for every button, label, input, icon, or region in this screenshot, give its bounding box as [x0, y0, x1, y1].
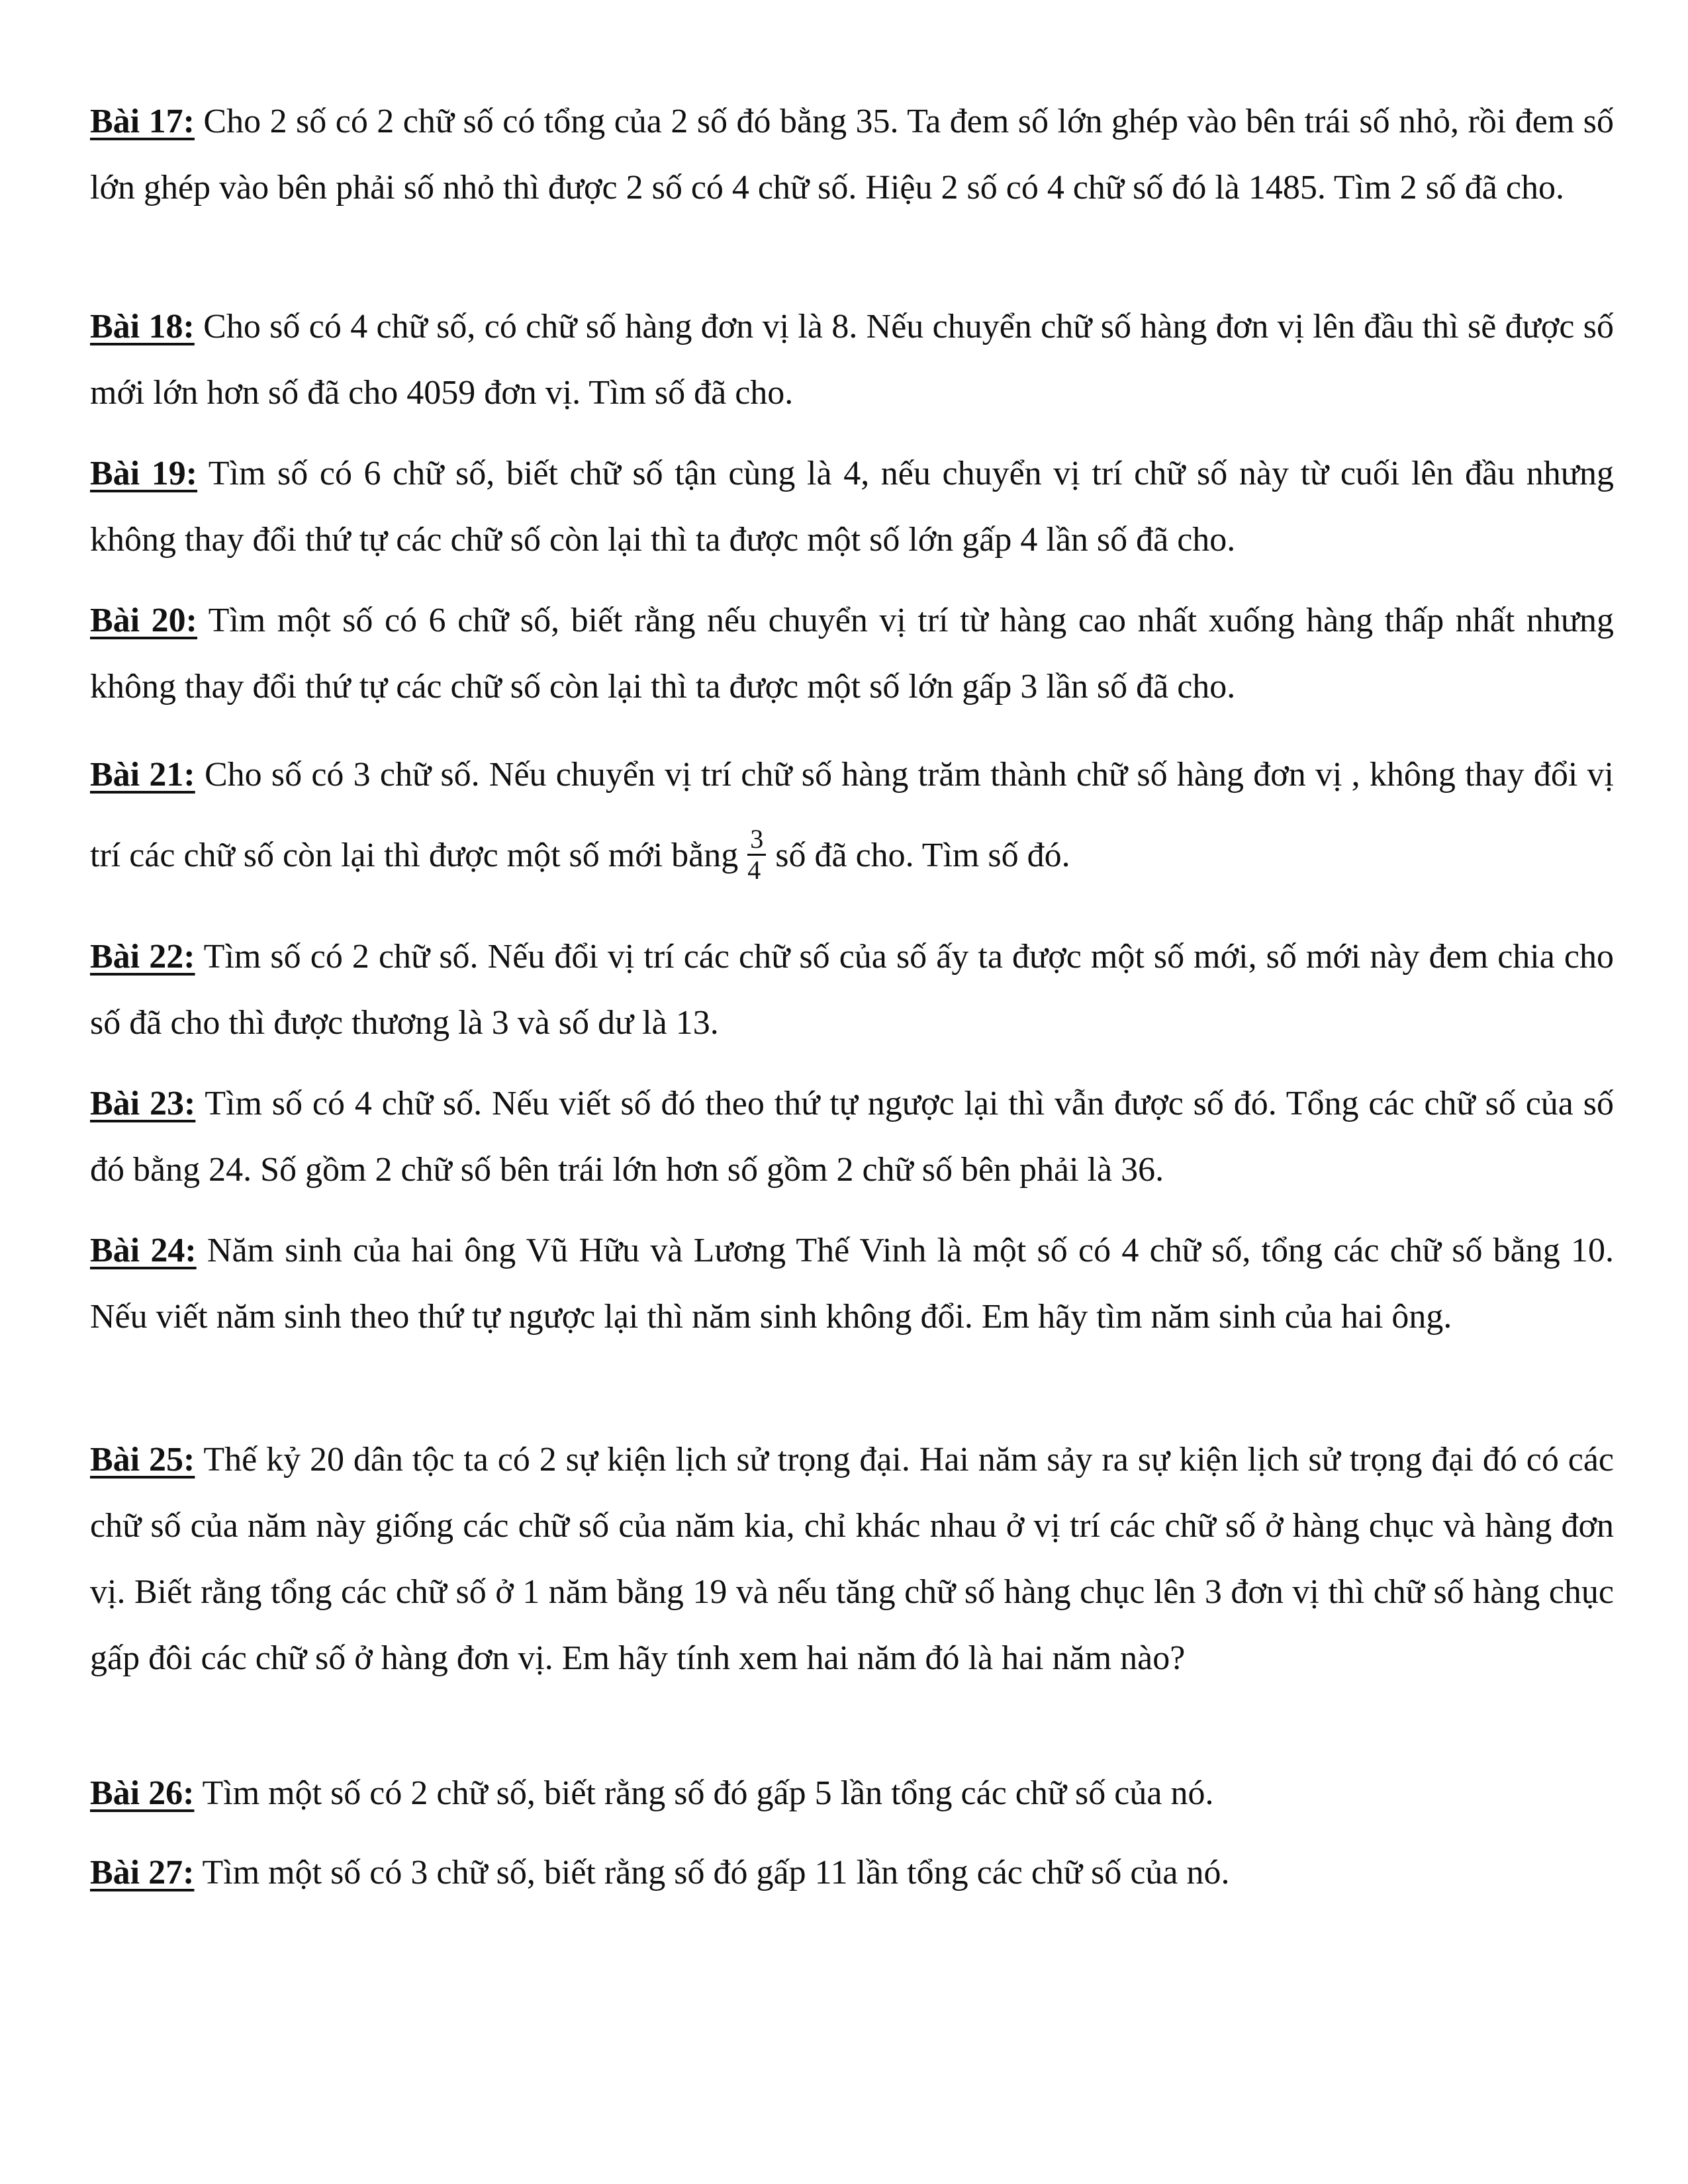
exercise-18 [90, 294, 1614, 426]
exercise-21 [90, 735, 1614, 896]
exercise-text: Cho 2 số có 2 chữ số có tổng của 2 số đó bằng 35. Ta đem số lớn ghép vào bên trái số nhỏ, rồi đem số lớn ghép vào bên phải số nhỏ thì được 2 số có 4 chữ số. Hiệu 2 số có 4 chữ số đó là 1485. Tìm 2 số đã cho. [90, 103, 1615, 206]
exercise-label: Bài 18: [90, 308, 195, 345]
exercise-text: Năm sinh của hai ông Vũ Hữu và Lương Thế Vinh là một số có 4 chữ số, tổng các chữ số bằng 10. Nếu viết năm sinh theo thứ tự ngược lại thì năm sinh không đổi. Em hãy tìm năm sinh của hai ông. [90, 1232, 1614, 1336]
exercise-label: Bài 23: [90, 1085, 196, 1122]
exercise-label: Bài 20: [90, 602, 197, 639]
exercise-text: Tìm một số có 6 chữ số, biết rằng nếu chuyển vị trí từ hàng cao nhất xuống hàng thấp nhất nhưng không thay đổi thứ tự các chữ số còn lại thì ta được một số lớn gấp 3 lần số đã cho. [90, 602, 1614, 705]
fraction-denominator: 4 [747, 854, 761, 885]
exercise-text: Tìm số có 4 chữ số. Nếu viết số đó theo thứ tự ngược lại thì vẫn được số đó. Tổng các chữ số của số đó bằng 24. Số gồm 2 chữ số bên trái lớn hơn số gồm 2 chữ số bên phải là 36. [90, 1085, 1614, 1189]
exercise-label: Bài 27: [90, 1854, 195, 1891]
exercise-label: Bài 19: [90, 455, 198, 492]
exercise-text: Cho số có 3 chữ số. Nếu chuyển vị trí chữ số hàng trăm thành chữ số hàng đơn vị , không thay đổi vị trí các chữ số còn lại thì được một số mới bằng [90, 756, 1615, 874]
exercise-19 [90, 441, 1614, 573]
exercise-text: Cho số có 4 chữ số, có chữ số hàng đơn vị là 8. Nếu chuyển chữ số hàng đơn vị lên đầu thì sẽ được số mới lớn hơn số đã cho 4059 đơn vị. Tìm số đã cho. [90, 308, 1614, 412]
exercise-24 [90, 1218, 1614, 1350]
exercise-25 [90, 1427, 1614, 1692]
exercise-text: Tìm số có 6 chữ số, biết chữ số tận cùng là 4, nếu chuyển vị trí chữ số này từ cuối lên đầu nhưng không thay đổi thứ tự các chữ số còn lại thì ta được một số lớn gấp 4 lần số đã cho. [90, 455, 1614, 559]
exercise-23 [90, 1071, 1614, 1203]
exercise-17 [90, 89, 1614, 221]
fraction [747, 825, 766, 885]
exercise-text: Tìm số có 2 chữ số. Nếu đổi vị trí các chữ số của số ấy ta được một số mới, số mới này đem chia cho số đã cho thì được thương là 3 và số dư là 13. [90, 938, 1614, 1042]
exercise-26 [90, 1760, 1614, 1827]
exercise-text-after: số đã cho. Tìm số đó. [775, 837, 1070, 874]
exercise-label: Bài 22: [90, 938, 195, 976]
fraction-numerator: 3 [747, 825, 766, 856]
exercise-label: Bài 24: [90, 1232, 197, 1269]
exercise-27 [90, 1840, 1614, 1906]
exercise-label: Bài 21: [90, 756, 195, 794]
exercise-label: Bài 26: [90, 1774, 195, 1812]
exercise-text: Thế kỷ 20 dân tộc ta có 2 sự kiện lịch sử trọng đại. Hai năm sảy ra sự kiện lịch sử trọng đại đó có các chữ số của năm này giống các chữ số của năm kia, chỉ khác nhau ở vị trí các chữ số ở hàng chục và hàng đơn vị. Biết rằng tổng các chữ số ở 1 năm bằng 19 và nếu tăng chữ số hàng chục lên 3 đơn vị thì chữ số hàng chục gấp đôi các chữ số ở hàng đơn vị. Em hãy tính xem hai năm đó là hai năm nào? [90, 1441, 1614, 1677]
exercise-22 [90, 924, 1614, 1056]
exercise-text: Tìm một số có 2 chữ số, biết rằng số đó gấp 5 lần tổng các chữ số của nó. [194, 1774, 1214, 1812]
exercise-20 [90, 588, 1614, 720]
exercise-label: Bài 17: [90, 103, 195, 140]
exercise-label: Bài 25: [90, 1441, 195, 1479]
exercise-text: Tìm một số có 3 chữ số, biết rằng số đó gấp 11 lần tổng các chữ số của nó. [194, 1854, 1230, 1891]
